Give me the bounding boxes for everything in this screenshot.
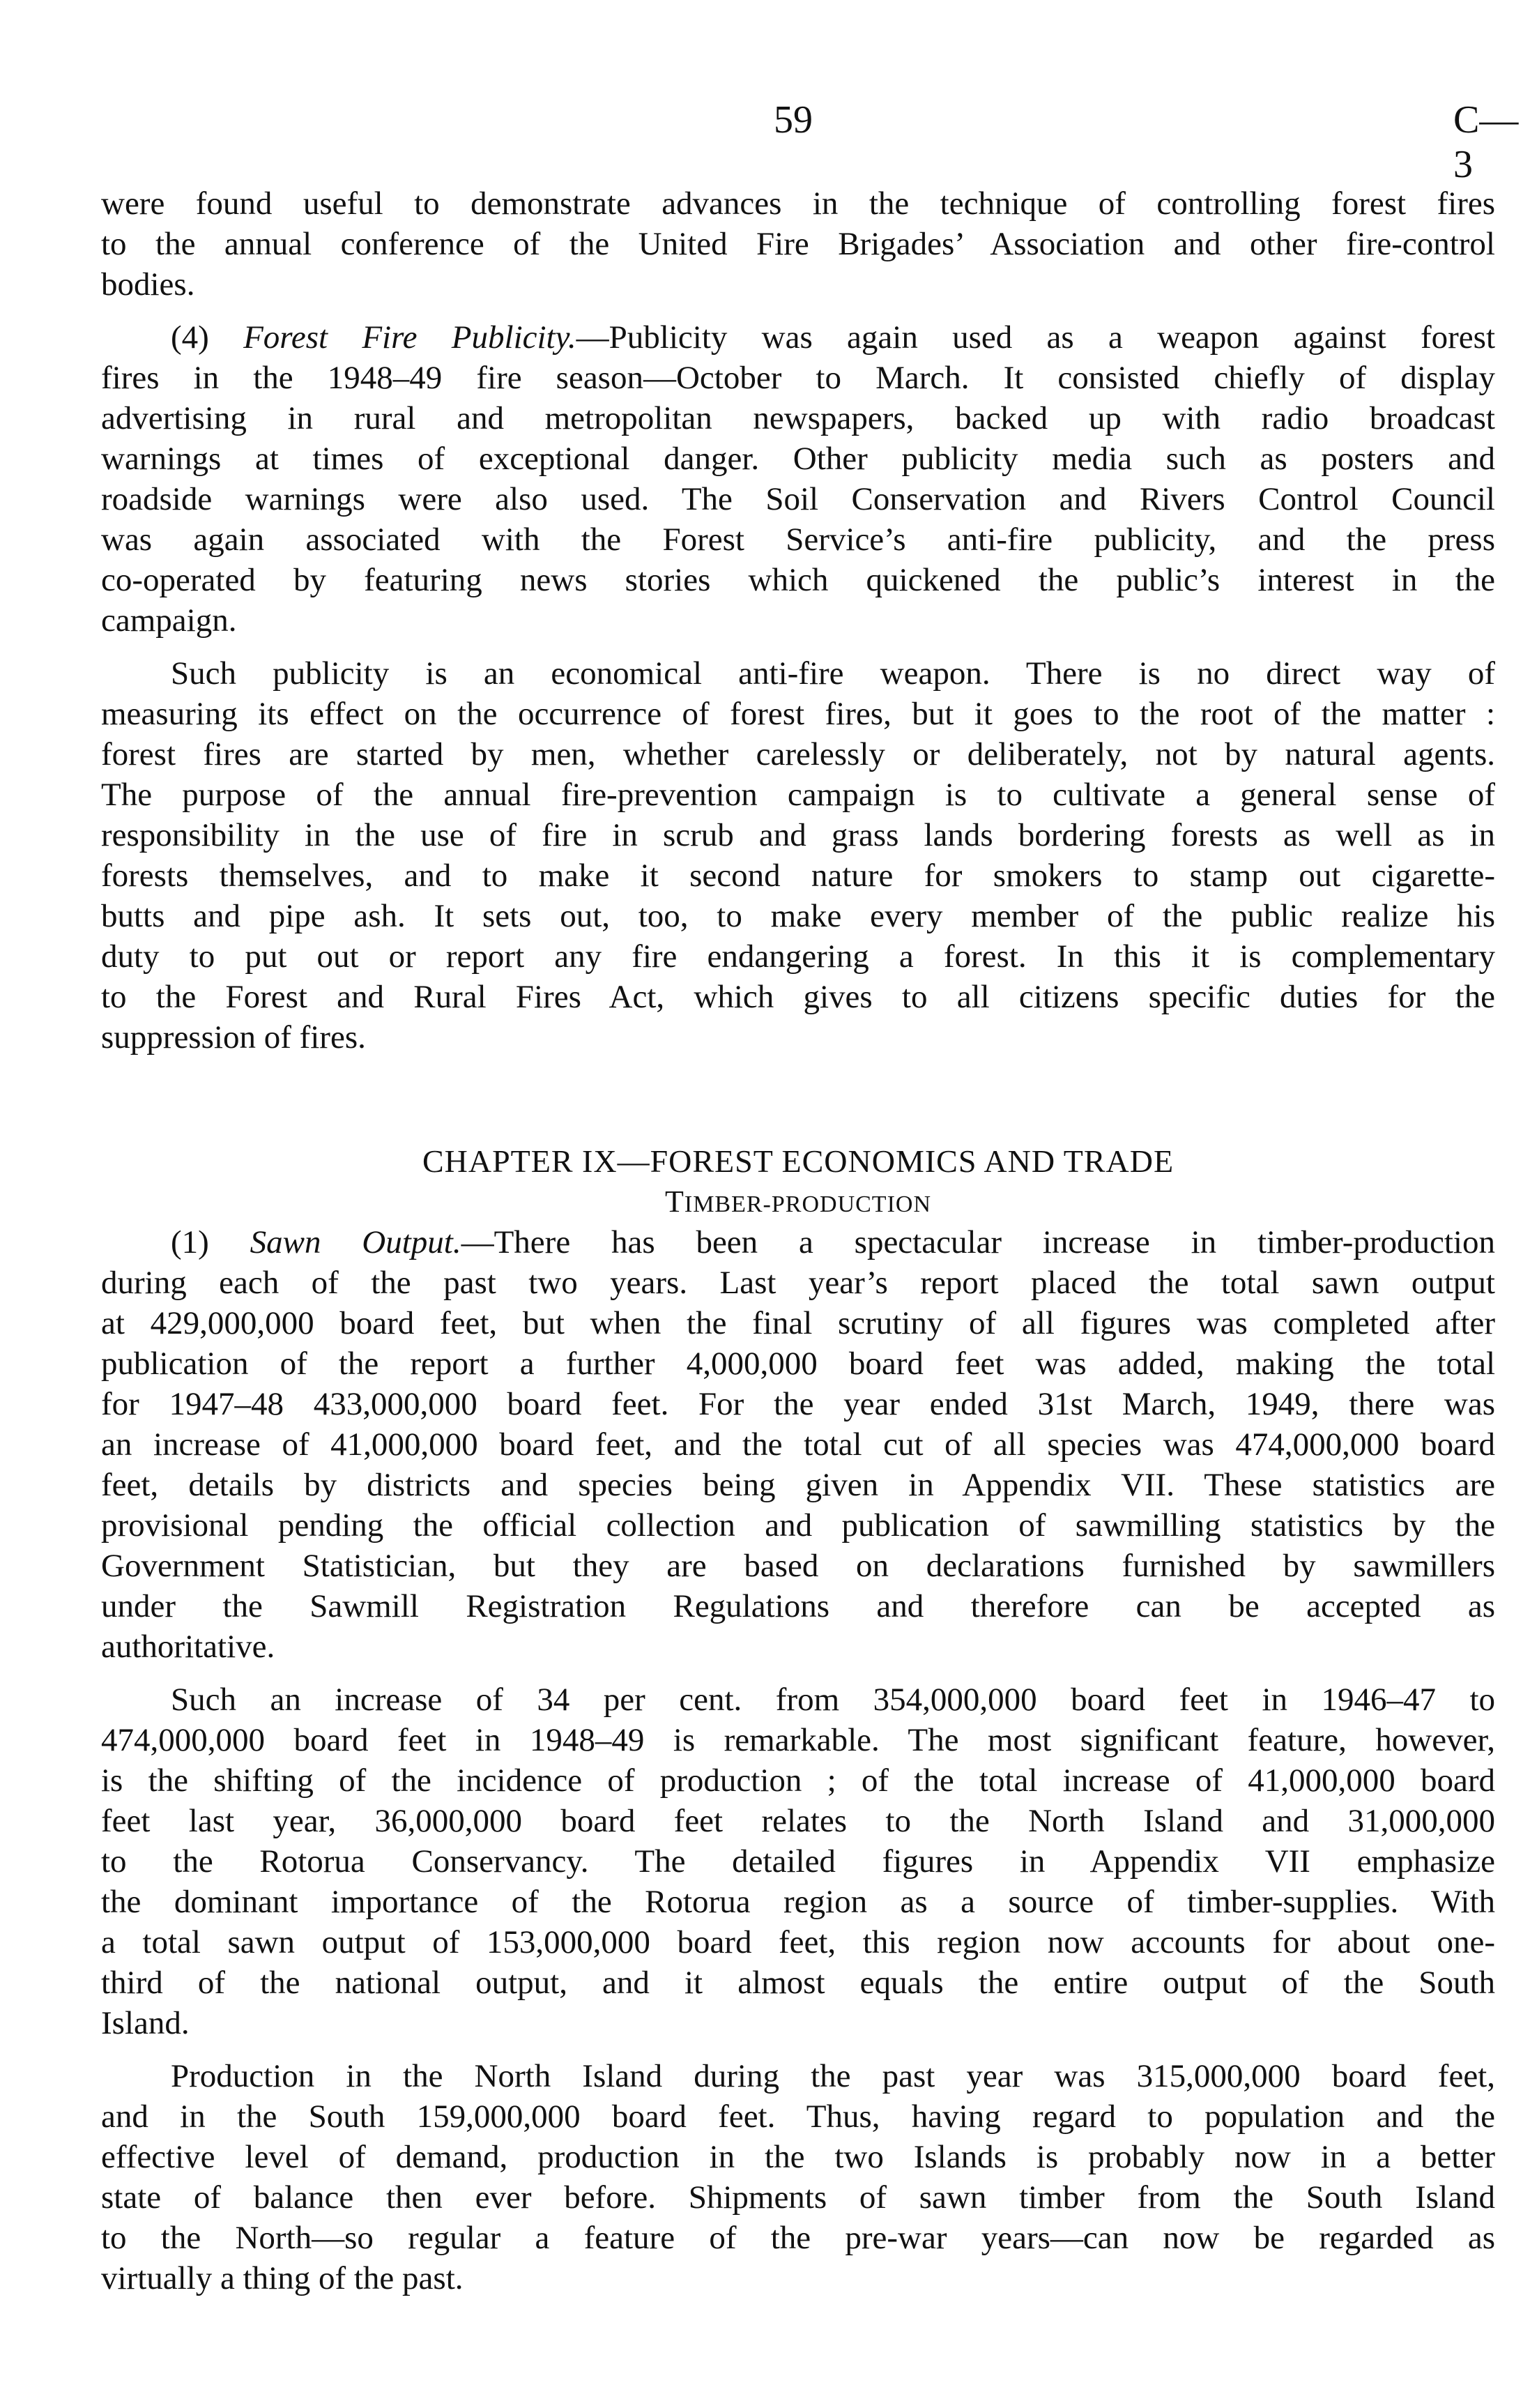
text-line: to the Forest and Rural Fires Act, which gives to all citizens specific duties for the (101, 979, 1495, 1015)
text-line: butts and pipe ash. It sets out, too, to make every member of the public realize his (101, 898, 1495, 934)
text-line: the dominant importance of the Rotorua region as a source of timber-supplies. With (101, 1884, 1495, 1920)
paragraph (101, 183, 1495, 305)
item-heading: Forest Fire Publicity. (243, 319, 576, 356)
paragraph-first-line: Production in the North Island during the past year was 315,000,000 board feet, (171, 2058, 1495, 2094)
text-line: authoritative. (101, 1629, 275, 1665)
line-text: —There has been a spectacular increase in timber-production (461, 1224, 1495, 1260)
text-line: state of balance then ever before. Shipments of sawn timber from the South Island (101, 2179, 1495, 2216)
text-line: feet last year, 36,000,000 board feet relates to the North Island and 31,000,000 (101, 1803, 1495, 1839)
paragraph (101, 653, 1495, 1058)
paragraph (101, 1679, 1495, 2043)
section-subheading (101, 1182, 1495, 1222)
text-line: advertising in rural and metropolitan newspapers, backed up with radio broadcast (101, 400, 1495, 436)
text-line: was again associated with the Forest Service’s anti-fire publicity, and the press (101, 521, 1495, 558)
item-number: (4) (171, 319, 244, 356)
forest-fire-section (101, 183, 1495, 1058)
text-line: effective level of demand, production in the two Islands is probably now in a better (101, 2139, 1495, 2175)
text-line: were found useful to demonstrate advances in the technique of controlling forest fires (101, 185, 1495, 222)
paragraph (101, 2056, 1495, 2299)
paragraph (101, 317, 1495, 641)
text-line: is the shifting of the incidence of production ; of the total increase of 41,000,000 board (101, 1762, 1495, 1799)
text-line: Government Statistician, but they are based on declarations furnished by sawmillers (101, 1548, 1495, 1584)
text-line: warnings at times of exceptional danger. Other publicity media such as posters and (101, 441, 1495, 477)
page-number: 59 (774, 98, 813, 142)
text-line: fires in the 1948–49 fire season—October to March. It consisted chiefly of display (101, 360, 1495, 396)
text-line: under the Sawmill Registration Regulations and therefore can be accepted as (101, 1588, 1495, 1624)
text-line: co-operated by featuring news stories which quickened the public’s interest in the (101, 562, 1495, 598)
text-line: roadside warnings were also used. The Soil Conservation and Rivers Control Council (101, 481, 1495, 517)
text-line: and in the South 159,000,000 board feet. Thus, having regard to population and the (101, 2098, 1495, 2135)
text-line: during each of the past two years. Last year’s report placed the total sawn output (101, 1265, 1495, 1301)
text-line: campaign. (101, 602, 237, 639)
text-line: at 429,000,000 board feet, but when the final scrutiny of all figures was completed after (101, 1305, 1495, 1341)
line-text: —Publicity was again used as a weapon against forest (576, 319, 1495, 356)
text-line: to the Rotorua Conservancy. The detailed figures in Appendix VII emphasize (101, 1843, 1495, 1880)
text-line: third of the national output, and it almost equals the entire output of the South (101, 1965, 1495, 2001)
text-line: forest fires are started by men, whether carelessly or deliberately, not by natural agents. (101, 736, 1495, 772)
chapter-title: CHAPTER IX—FOREST ECONOMICS AND TRADE (422, 1143, 1175, 1179)
text-line: publication of the report a further 4,000,000 board feet was added, making the total (101, 1346, 1495, 1382)
text-line: suppression of fires. (101, 1019, 366, 1056)
text-line: to the North—so regular a feature of the pre-war years—can now be regarded as (101, 2220, 1495, 2256)
text-line: feet, details by districts and species being given in Appendix VII. These statistics are (101, 1467, 1495, 1503)
timber-production-section (101, 1222, 1495, 2299)
text-line: 474,000,000 board feet in 1948–49 is remarkable. The most significant feature, however, (101, 1722, 1495, 1758)
paragraph-first-line (101, 317, 1495, 358)
text-line: measuring its effect on the occurrence of forest fires, but it goes to the root of the matter : (101, 696, 1495, 732)
text-line: bodies. (101, 266, 195, 303)
document-reference: C—3 (1453, 98, 1519, 186)
paragraph-first-line: Such publicity is an economical anti-fire weapon. There is no direct way of (171, 655, 1495, 692)
text-line: responsibility in the use of fire in scrub and grass lands bordering forests as well as in (101, 817, 1495, 853)
text-line: provisional pending the official collection and publication of sawmilling statistics by the (101, 1507, 1495, 1544)
text-line: an increase of 41,000,000 board feet, and the total cut of all species was 474,000,000 board (101, 1426, 1495, 1463)
text-line: duty to put out or report any fire endangering a forest. In this it is complementary (101, 938, 1495, 975)
item-number: (1) (171, 1224, 250, 1260)
text-line: a total sawn output of 153,000,000 board feet, this region now accounts for about one- (101, 1924, 1495, 1960)
text-line: for 1947–48 433,000,000 board feet. For the year ended 31st March, 1949, there was (101, 1386, 1495, 1422)
text-line: to the annual conference of the United Fire Brigades’ Association and other fire-control (101, 226, 1495, 262)
subheading-rest: IMBER-PRODUCTION (684, 1191, 931, 1217)
text-line: forests themselves, and to make it second nature for smokers to stamp out cigarette- (101, 858, 1495, 894)
paragraph-first-line (101, 1222, 1495, 1263)
page-body (101, 183, 1495, 2299)
text-line: The purpose of the annual fire-prevention campaign is to cultivate a general sense of (101, 777, 1495, 813)
paragraph (101, 1222, 1495, 1667)
text-line: virtually a thing of the past. (101, 2260, 464, 2296)
item-heading: Sawn Output. (250, 1224, 461, 1260)
text-line: Island. (101, 2005, 190, 2041)
subheading-initial: T (664, 1184, 684, 1219)
paragraph-first-line: Such an increase of 34 per cent. from 354,000,000 board feet in 1946–47 to (171, 1682, 1495, 1718)
